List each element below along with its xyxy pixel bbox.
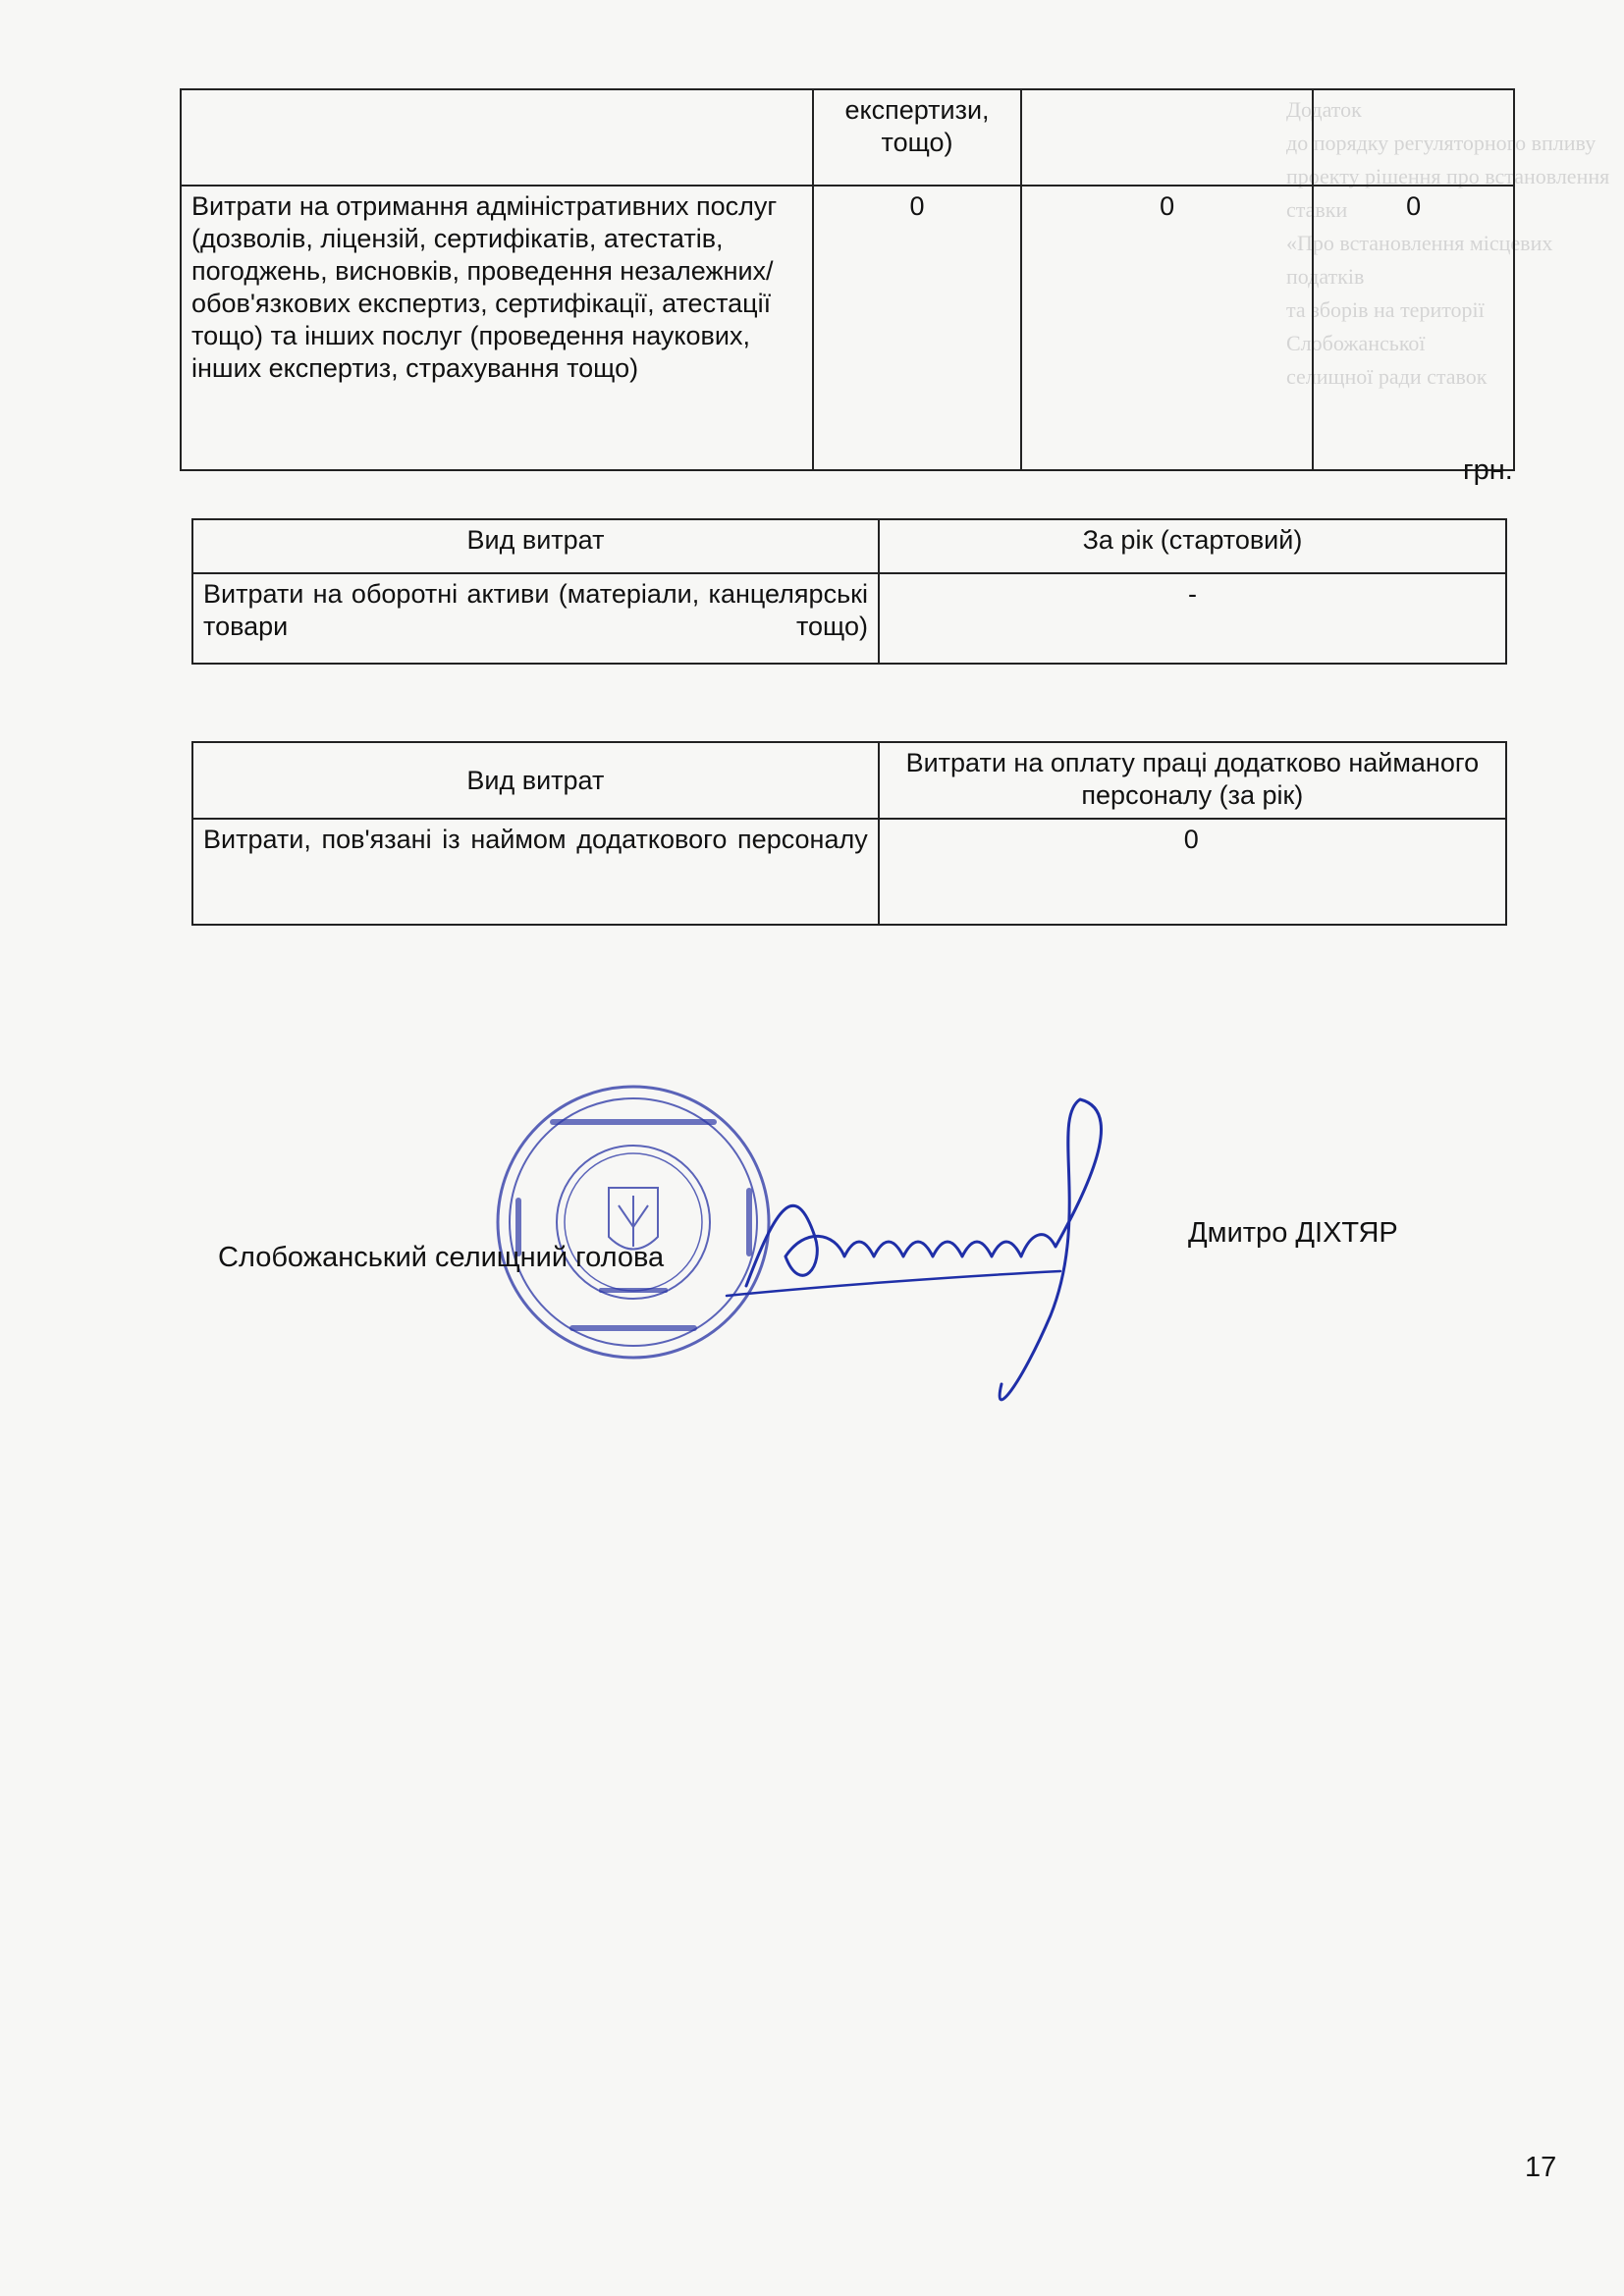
table-header-cell: експертизи, тощо) [813,89,1021,186]
signatory-position: Слобожанський селищний голова [218,1242,665,1273]
current-assets-cost-table [191,518,1507,665]
value-cell: 0 [1313,186,1514,470]
table-cell-empty [1313,89,1514,186]
table-cell-empty [1021,89,1313,186]
column-header: Витрати на оплату праці додатково найманого персоналу (за рік) [879,742,1506,819]
row-label: Витрати, пов'язані із наймом додаткового персоналу [192,819,879,925]
value-cell: 0 [813,186,1021,470]
row-label: Витрати на оборотні активи (матеріали, канцелярські товари тощо) [192,573,879,664]
column-header: За рік (стартовий) [879,519,1506,573]
table-cell-empty [181,89,813,186]
row-label: Витрати на отримання адміністративних послуг (дозволів, ліцензій, сертифікатів, атестатів, погоджень, висновків, проведення незалежних/обов'язкових експертиз, сертифікації, атестації тощо) та інших послуг (проведення наукових, інших експертиз, страхування тощо) [181,186,813,470]
handwritten-signature [707,1060,1218,1433]
value-cell: - [879,573,1506,664]
admin-services-cost-table [180,88,1515,471]
personnel-cost-table [191,741,1507,926]
value-cell: 0 [1021,186,1313,470]
signatory-name: Дмитро ДІХТЯР [1188,1217,1398,1249]
value-cell: 0 [879,819,1506,925]
bleed-through-text: Додаток до порядку регуляторного впливу проекту рішення про встановлення ставки «Про встановлення місцевих податків та зборів на території Слобожанської селищної ради ставок [1286,97,1610,389]
page-number: 17 [1525,2152,1557,2183]
column-header: Вид витрат [192,742,879,819]
column-header: Вид витрат [192,519,879,573]
currency-unit: грн. [1463,454,1513,486]
